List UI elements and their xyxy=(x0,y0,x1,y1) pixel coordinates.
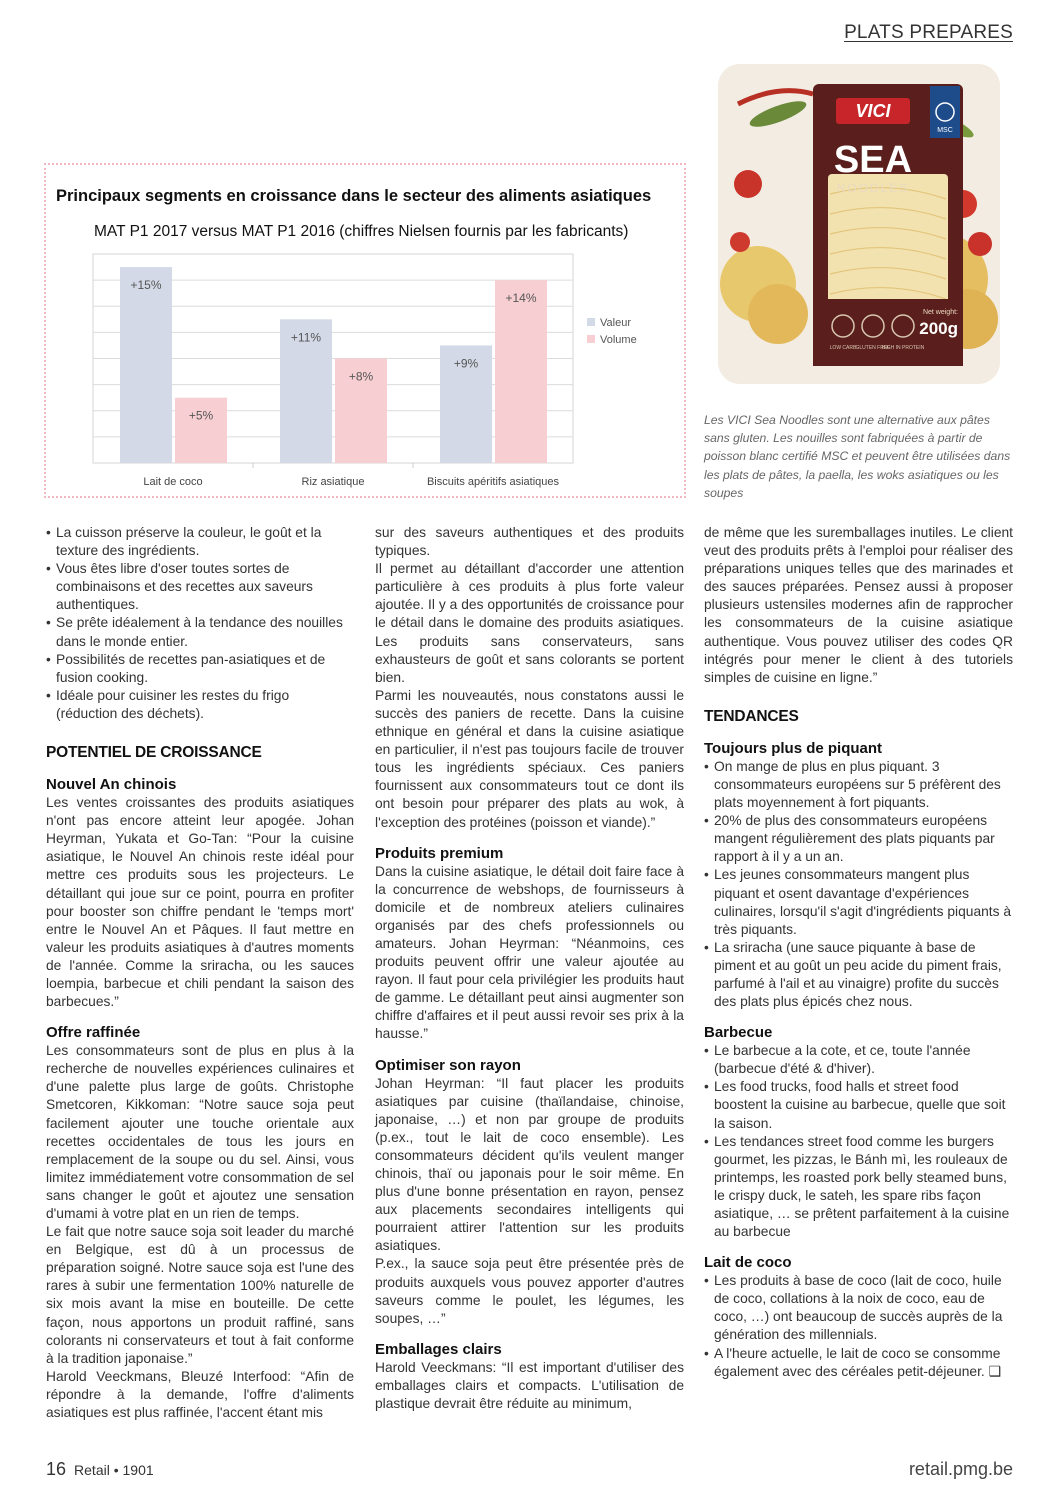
data-label: +11% xyxy=(290,330,322,345)
legend-swatch xyxy=(587,335,595,343)
bar-volume xyxy=(175,398,227,463)
product-subname: NOODLES xyxy=(836,181,910,195)
paragraph: de même que les suremballages inutiles. Le client veut des produits prêts à l'emploi pour réaliser des préparations uniques telles que des marinades et des sauces préparées. Pensez aussi à proposer plusieurs ustensiles modernes afin de rapprocher les consommateurs de la cuisine asiatique authentique. Vous pouvez utiliser des codes QR intégrés pour mener le client à des tutoriels simples de cuisine en ligne.” xyxy=(704,525,1013,685)
bullet-item: • A l'heure actuelle, le lait de coco se consomme également avec des céréales petit-déjeuner. ❑ xyxy=(704,1345,1001,1379)
chart-subtitle: MAT P1 2017 versus MAT P1 2016 (chiffres Nielsen fournis par les fabricants) xyxy=(94,223,629,240)
paragraph: Il permet au détaillant d'accorder une attention particulière à ces produits à plus forte valeur ajoutée. Il y a des opportunités de croissance pour le détail dans le domaine des produits asiatiques. Les produits sans conservateurs, sans exhausteurs de goût et sans colorants se portent bien. xyxy=(375,561,684,685)
heading-piquant: Toujours plus de piquant xyxy=(704,739,883,757)
heading-potentiel: POTENTIEL DE CROISSANCE xyxy=(46,744,262,762)
weight-value: 200g xyxy=(919,319,958,338)
weight-label: Net weight: xyxy=(922,309,958,316)
bullet-item: • Les food trucks, food halls et street food boostent la cuisine au barbecue, quelle que soit la saison. xyxy=(704,1079,1006,1131)
bullet-item: • Se prête idéalement à la tendance des nouilles dans le monde entier. xyxy=(46,615,343,649)
badge-high-protein: HIGH IN PROTEIN xyxy=(881,345,925,351)
data-label: +8% xyxy=(348,369,374,384)
section-title: PLATS PREPARES xyxy=(844,22,1013,43)
chart-panel xyxy=(44,163,686,498)
brand-logo: VICI xyxy=(855,101,891,121)
paragraph: Les consommateurs sont de plus en plus à la recherche de nouvelles expériences culinaires et d'une palette plus large de goûts. Christophe Smetcoren, Kikkoman: “Notre sauce soja peut facilement ajouter une touche orientale aux recettes occidentales de tous les jours en remplacement de la soupe ou du sel. Ainsi, vous limitez immédiatement votre consommation de sel sans changer le goût et ajoutez une sensation d'umami à votre plat en un rien de temps. xyxy=(46,1043,354,1221)
chart-title: Principaux segments en croissance dans le secteur des aliments asiatiques xyxy=(56,187,652,205)
legend-label: Volume xyxy=(600,334,637,346)
badge-gluten-free: GLUTEN FREE xyxy=(855,345,891,351)
page-number: 16 xyxy=(46,1459,67,1479)
paragraph: Parmi les nouveautés, nous constatons aussi le succès des paniers de recette. Dans la cuisine ethnique en général et dans la cuisine asiatique en particulier, il n'est pas toujours facile de trouver tous les ingrédients spéciaux. Ces paniers fournissent aux consommateurs tout ce dont ils ont besoin pour préparer des plats au wok, à l'exception des protéines (poisson et viande).” xyxy=(375,687,684,830)
bullet-item: • Les jeunes consommateurs mangent plus piquant et osent davantage d'expériences culinaires, lorsqu'il s'agit d'ingrédients piquants à très piquants. xyxy=(704,867,1012,937)
paragraph: sur des saveurs authentiques et des produits typiques. xyxy=(375,525,684,559)
bullet-item: • Idéale pour cuisiner les restes du frigo (réduction des déchets). xyxy=(46,687,290,721)
heading-lait-de-coco: Lait de coco xyxy=(704,1254,792,1272)
paragraph: P.ex., la sauce soja peut être présentée près de produits auxquels vous pouvez apporter d'autres saveurs comme le poulet, les légumes, les soupes, …” xyxy=(375,1256,684,1326)
photo-caption: Les VICI Sea Noodles sont une alternative aux pâtes sans gluten. Les nouilles sont fabriquées à partir de poisson blanc certifié MSC et peuvent être utilisées dans les plats de pâtes, la paella, les woks asiatiques ou les soupes xyxy=(704,413,1011,500)
heading-barbecue: Barbecue xyxy=(704,1024,773,1042)
heading-optimiser-rayon: Optimiser son rayon xyxy=(375,1056,521,1074)
heading-tendances: TENDANCES xyxy=(704,707,799,725)
data-label: +5% xyxy=(188,408,214,423)
heading-emballages: Emballages clairs xyxy=(375,1340,502,1358)
x-tick-label: Riz asiatique xyxy=(301,476,365,488)
paragraph: Le fait que notre sauce soja soit leader du marché en Belgique, est dû à un processus de préparation soigné. Notre sauce soja est l'une des rares à subir une fermentation 100% naturelle de six mois avant la mise en bouteille. De cette façon, nous apportons un produit raffiné, sans colorants ni conservateurs et tout à fait conforme à la tradition japonaise.” xyxy=(46,1224,354,1366)
bar-valeur xyxy=(120,267,172,463)
page-footer xyxy=(46,1459,154,1480)
msc-label: MSC xyxy=(937,127,953,134)
data-label: +14% xyxy=(505,291,537,306)
bullet-item: • Vous êtes libre d'oser toutes sortes de combinaisons et des recettes aux saveurs authentiques. xyxy=(46,561,313,613)
bullet-item: • 20% de plus des consommateurs européens mangent régulièrement des plats piquants par rapport à il y a un an. xyxy=(704,813,995,865)
heading-offre-raffinee: Offre raffinée xyxy=(46,1024,141,1042)
paragraph: Harold Veeckmans: “Il est important d'utiliser des emballages clairs et compacts. L'utilisation de plastique devrait être réduite au minimum, xyxy=(375,1359,684,1412)
paragraph: Johan Heyrman: “Il faut placer les produits asiatiques par cuisine (thaïlandaise, chinoise, japonaise, …) et non par groupe de produits (p.ex., tout le lait de coco ensemble). Les consommateurs décident qu'ils veulent manger chinois, thaï ou japonais pour le soir même. En plus d'une bonne présentation en rayon, pensez aux placements secondaires intelligents qui pourraient attirer l'attention sur les produits asiatiques. xyxy=(375,1075,684,1254)
bullet-item: • Les produits à base de coco (lait de coco, huile de coco, collations à la noix de coco, eau de coco, …) ont beaucoup de succès auprès de la génération des millennials. xyxy=(704,1273,1003,1343)
paragraph: Dans la cuisine asiatique, le détail doit faire face à la concurrence de webshops, de fournisseurs à domicile et de nombreux ateliers culinaires organisés par des chefs professionnels ou amateurs. Johan Heyrman: “Néanmoins, ces produits peuvent offrir une valeur ajoutée au rayon. Il faut pour cela privilégier les produits haut de gamme. Le détaillant peut ainsi augmenter son chiffre d'affaires et il peut aussi revoir ses prix à la hausse.” xyxy=(375,863,684,1042)
bullet-item: • Possibilités de recettes pan-asiatiques et de fusion cooking. xyxy=(46,651,326,685)
bullet-item: • Les tendances street food comme les burgers gourmet, les pizzas, le Bánh mì, les rouleaux de printemps, les roasted pork belly steamed buns, le crispy duck, le sateh, les spare ribs façon asiatique, … se prêtent parfaitement à la cuisine au barbecue xyxy=(704,1133,1010,1240)
paragraph: Les ventes croissantes des produits asiatiques n'ont pas encore atteint leur apogée. Johan Heyrman, Yukata et Go-Tan: “Pour la cuisine asiatique, le Nouvel An chinois reste idéal pour mettre ces produits sous les projecteurs. Le détaillant qui joue sur ce point, pourra en profiter pour booster son chiffre pendant le 'temps mort' entre le Nouvel An et Pâques. Il faut mettre en valeur les produits asiatiques à d'autres moments de l'année. Comme la sriracha, ou les sauces loempia, barbecue et chili pendant la saison des barbecues.” xyxy=(46,795,354,1010)
column-3 xyxy=(704,524,1013,1381)
product-name: SEA xyxy=(833,139,913,181)
paragraph: Harold Veeckmans, Bleuzé Interfood: “Afin de répondre à la demande, l'offre d'aliments asiatiques est plus raffinée, l'accent étant mis xyxy=(46,1368,354,1421)
heading-produits-premium: Produits premium xyxy=(375,844,504,862)
legend-label: Valeur xyxy=(600,317,631,329)
heading-nouvel-an: Nouvel An chinois xyxy=(46,776,177,794)
data-label: +9% xyxy=(453,356,479,371)
bullet-item: • Le barbecue a la cote, et ce, toute l'année (barbecue d'été & d'hiver). xyxy=(704,1043,971,1077)
bar-chart xyxy=(46,165,686,498)
data-label: +15% xyxy=(130,278,162,293)
product-photo xyxy=(718,64,1000,384)
bullet-item: • La cuisson préserve la couleur, le goût et la texture des ingrédients. xyxy=(46,525,322,559)
bar-volume xyxy=(495,280,547,463)
x-tick-label: Biscuits apéritifs asiatiques xyxy=(426,476,560,488)
bullet-item: • On mange de plus en plus piquant. 3 consommateurs européens sur 5 préfèrent des plats moyennement à fort piquants. xyxy=(704,758,1001,811)
website-link[interactable]: retail.pmg.be xyxy=(908,1459,1013,1479)
magazine-issue: Retail • 1901 xyxy=(74,1462,154,1478)
badge-low-carb: LOW CARB xyxy=(829,345,857,351)
column-2 xyxy=(375,524,684,1413)
legend-swatch xyxy=(587,318,595,326)
bullet-item: • La sriracha (une sauce piquante à base de piment et au goût un peu acide du piment frais, parfumé à l'ail et au vinaigre) profite du succès des plats plus épicés chez nous. xyxy=(704,939,1002,1010)
product-illustration xyxy=(718,64,1000,384)
column-1 xyxy=(46,524,354,1422)
x-tick-label: Lait de coco xyxy=(143,476,203,488)
